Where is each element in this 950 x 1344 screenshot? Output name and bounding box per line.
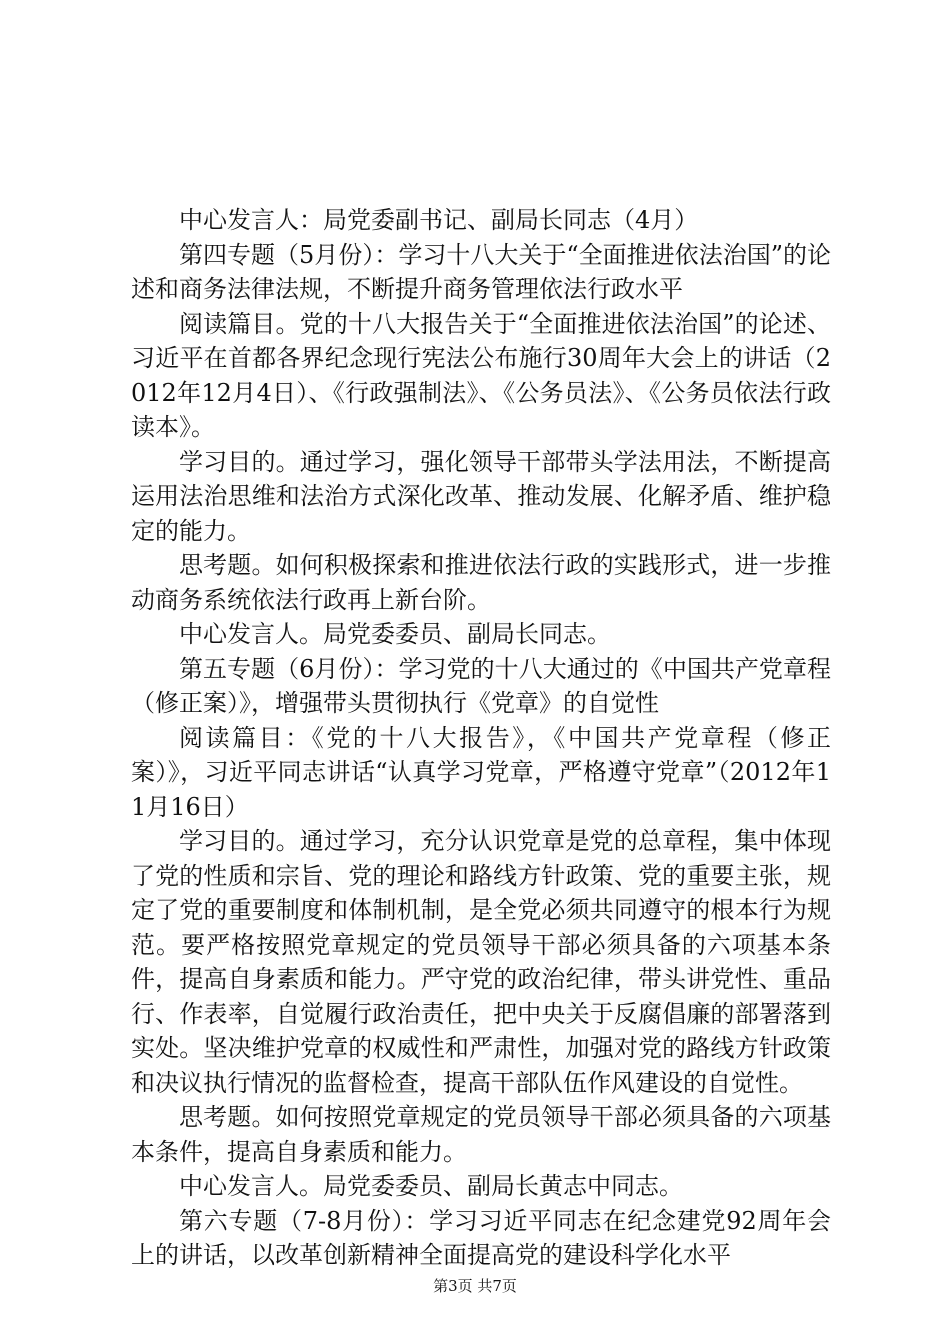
paragraph-topic-6-heading: 第六专题（7-8月份）：学习习近平同志在纪念建党92周年会上的讲话，以改革创新精神全面提高党的建设科学化水平	[131, 1206, 831, 1269]
paragraph-topic-5-heading: 第五专题（6月份）：学习党的十八大通过的《中国共产党章程（修正案）》，增强带头贯彻执行《党章》的自觉性	[131, 654, 831, 717]
paragraph-speaker-april: 中心发言人：局党委副书记、副局长同志（4月）	[179, 206, 699, 234]
page-number-footer: 第3页 共7页	[433, 1277, 517, 1295]
paragraph-topic-4-question: 思考题。如何积极探索和推进依法行政的实践形式，进一步推动商务系统依法行政再上新台阶。	[131, 551, 831, 614]
paragraph-topic-5-purpose: 学习目的。通过学习，充分认识党章是党的总章程，集中体现了党的性质和宗旨、党的理论和路线方针政策、党的重要主张，规定了党的重要制度和体制机制，是全党必须共同遵守的根本行为规范。要严格按照党章规定的党员领导干部必须具备的六项基本条件，提高自身素质和能力。严守党的政治纪律，带头讲党性、重品行、作表率，自觉履行政治责任，把中央关于反腐倡廉的部署落到实处。坚决维护党章的权威性和严肃性，加强对党的路线方针政策和决议执行情况的监督检查，提高干部队伍作风建设的自觉性。	[131, 827, 831, 1097]
paragraph-topic-4-heading: 第四专题（5月份）：学习十八大关于“全面推进依法治国”的论述和商务法律法规，不断提升商务管理依法行政水平	[131, 240, 831, 303]
paragraph-topic-4-purpose: 学习目的。通过学习，强化领导干部带头学法用法，不断提高运用法治思维和法治方式深化改革、推动发展、化解矛盾、维护稳定的能力。	[131, 447, 831, 545]
paragraph-topic-5-question: 思考题。如何按照党章规定的党员领导干部必须具备的六项基本条件，提高自身素质和能力。	[131, 1103, 831, 1166]
paragraph-topic-5-speaker: 中心发言人。局党委委员、副局长黄志中同志。	[179, 1172, 683, 1200]
document-body	[131, 203, 831, 1273]
paragraph-topic-5-reading: 阅读篇目：《党的十八大报告》，《中国共产党章程（修正案）》，习近平同志讲话“认真学习党章，严格遵守党章”（2012年11月16日）	[131, 723, 831, 821]
paragraph-topic-4-reading: 阅读篇目。党的十八大报告关于“全面推进依法治国”的论述、习近平在首都各界纪念现行宪法公布施行30周年大会上的讲话（2012年12月4日）、《行政强制法》、《公务员法》、《公务员依法行政读本》。	[131, 309, 831, 441]
paragraph-topic-4-speaker: 中心发言人。局党委委员、副局长同志。	[179, 620, 611, 648]
